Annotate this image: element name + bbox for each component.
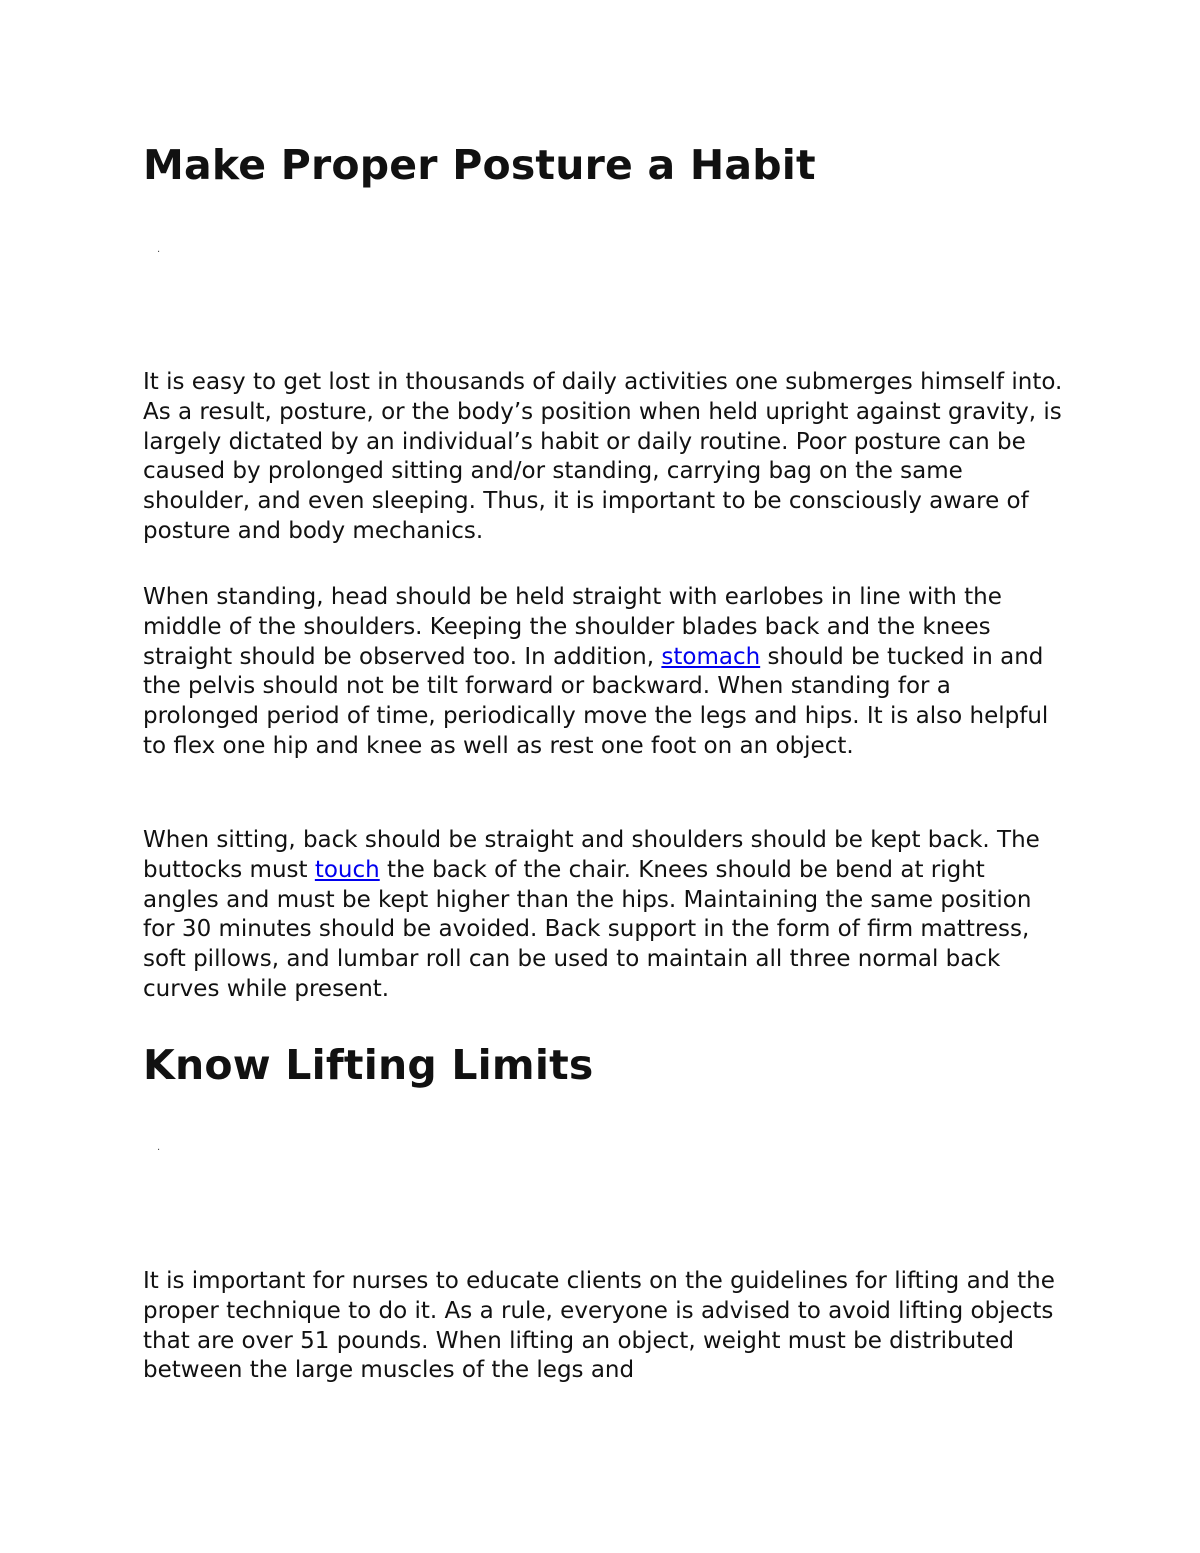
paragraph-text: When sitting, back should be straight and shoulders should be kept back. The buttocks must: [143, 827, 1040, 883]
paragraph-sitting: [143, 826, 1063, 1005]
stomach-link[interactable]: stomach: [661, 643, 761, 670]
section-marker: .: [157, 1142, 161, 1153]
section-marker: .: [157, 244, 161, 255]
paragraph-lifting: It is important for nurses to educate clients on the guidelines for lifting and the proper technique to do it. As a rule, everyone is advised to avoid lifting objects that are over 51 pounds. When lifting an object, weight must be distributed between the large muscles of the legs and: [143, 1268, 1055, 1384]
paragraph-posture-intro: It is easy to get lost in thousands of daily activities one submerges himself into. As a result, posture, or the body’s position when held upright against gravity, is largely dictated by an individual’s habit or daily routine. Poor posture can be caused by prolonged sitting and/or standing, carrying bag on the same shoulder, and even sleeping. Thus, it is important to be consciously aware of posture and body mechanics.: [143, 369, 1063, 544]
section-heading-lifting: Know Lifting Limits: [143, 1041, 594, 1089]
paragraph-text: should be tucked in and the pelvis should not be tilt forward or backward. When standing for a prolonged period of time, periodically move the legs and hips. It is also helpful to flex one hip and knee as well as rest one foot on an object.: [143, 643, 1049, 759]
touch-link[interactable]: touch: [314, 856, 380, 883]
paragraph-text: When standing, head should be held straight with earlobes in line with the middle of the shoulders. Keeping the shoulder blades back and the knees straight should be observed too. In addition,: [143, 584, 1002, 670]
paragraph-standing: [143, 583, 1063, 762]
paragraph-text: the back of the chair. Knees should be bend at right angles and must be kept higher than the hips. Maintaining the same position for 30 minutes should be avoided. Back support in the form of firm mattress, soft pillows, and lumbar roll can be used to maintain all three normal back curves while present.: [143, 856, 1032, 1002]
section-heading-posture: Make Proper Posture a Habit: [143, 141, 816, 189]
